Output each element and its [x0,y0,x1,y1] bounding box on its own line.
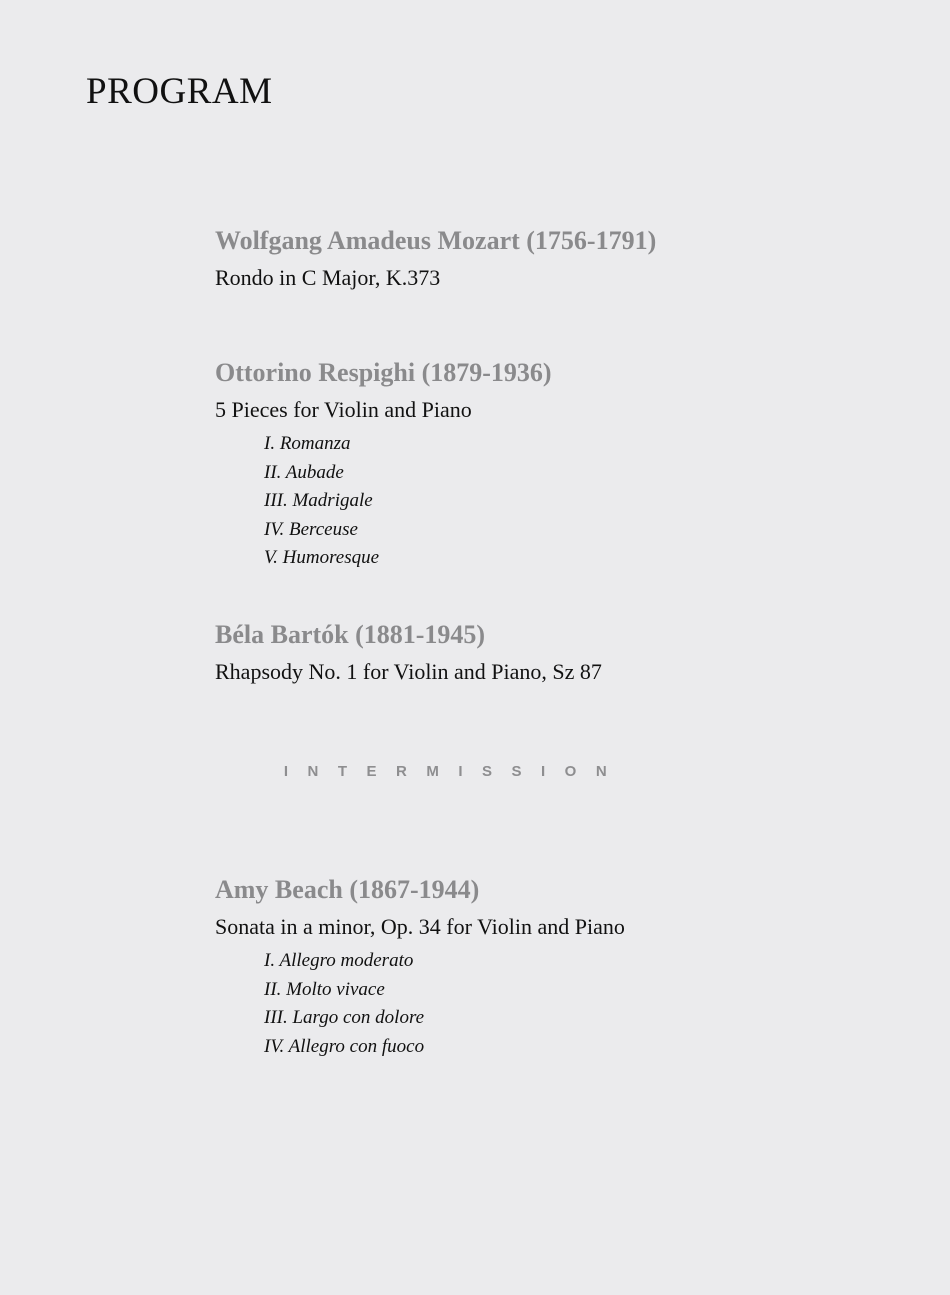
program-item-respighi [215,360,552,573]
movement-item: I. Allegro moderato [264,950,414,971]
movement-item: III. Madrigale [264,490,373,511]
movement-item: II. Aubade [264,461,344,483]
movement-item: I. Romanza [264,433,351,454]
composer-name: Wolfgang Amadeus Mozart (1756-1791) [215,226,657,255]
composer-name: Ottorino Respighi (1879-1936) [215,358,552,387]
work-title: Rondo in C Major, K.373 [215,265,441,290]
intermission-label: INTERMISSION [283,763,627,780]
composer-name: Béla Bartók (1881-1945) [215,620,486,649]
work-title: Sonata in a minor, Op. 34 for Violin and Piano [215,914,625,939]
composer-name: Amy Beach (1867-1944) [215,875,480,904]
movement-list [264,430,552,573]
work-title: Rhapsody No. 1 for Violin and Piano, Sz 87 [215,659,602,684]
program-item-bartok [215,622,602,683]
movement-item: II. Molto vivace [264,978,385,1000]
program-item-mozart [215,228,656,289]
movement-item: IV. Berceuse [264,518,358,540]
page-title: PROGRAM [86,71,273,112]
movement-list [264,947,625,1061]
work-title: 5 Pieces for Violin and Piano [215,397,472,422]
program-item-beach [215,877,625,1061]
movement-item: IV. Allegro con fuoco [264,1035,425,1057]
movement-item: V. Humoresque [264,547,380,568]
movement-item: III. Largo con dolore [264,1007,425,1028]
